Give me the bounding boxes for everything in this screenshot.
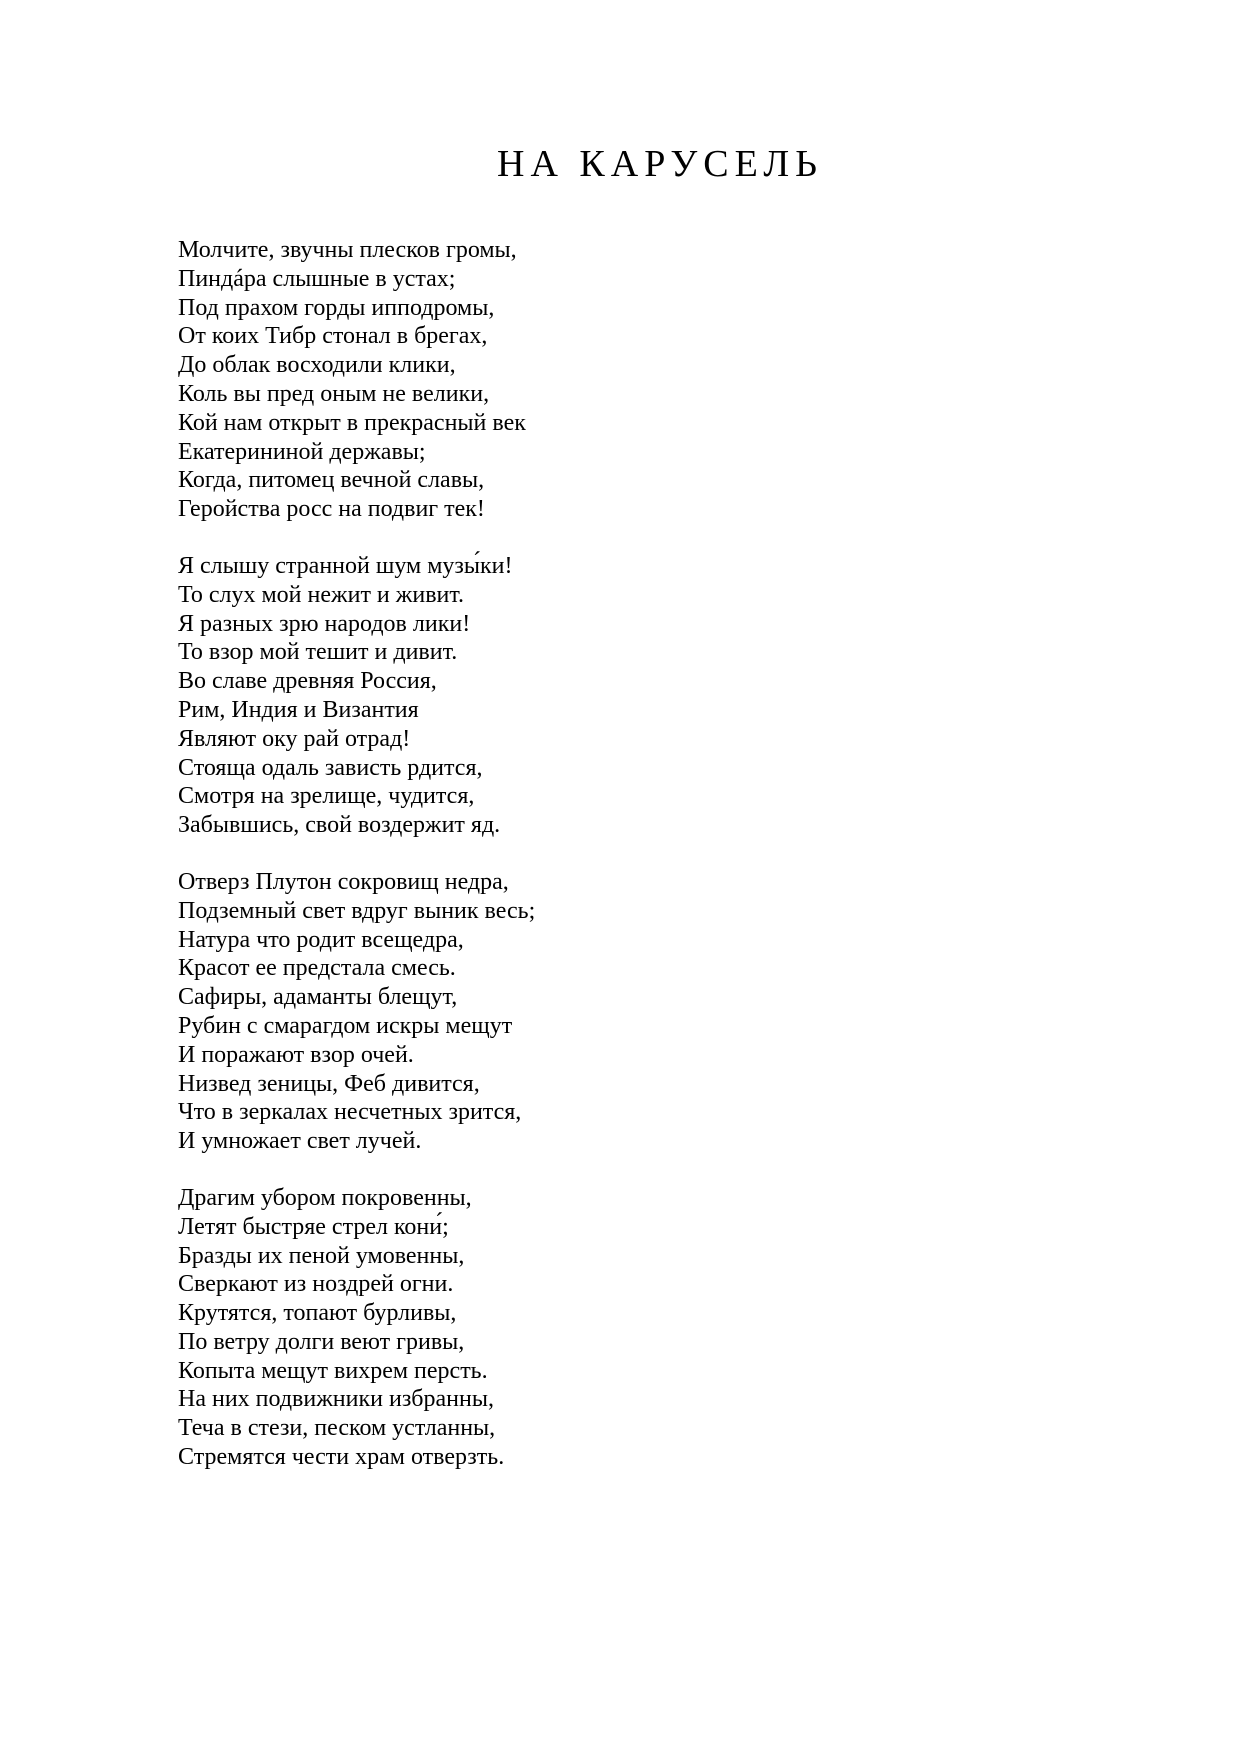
stanza-1 (178, 236, 978, 524)
poem-line: Драгим убором покровенны, (178, 1184, 472, 1211)
poem-line: Стояща одаль зависть рдится, (178, 754, 483, 781)
poem-line: Я слышу странной шум музы́ки! (178, 552, 513, 579)
poem-line: Бразды их пеной умовенны, (178, 1242, 465, 1269)
poem-line: Молчите, звучны плесков громы, (178, 237, 517, 263)
stanza-4 (178, 1184, 978, 1472)
poem-line: То слух мой нежит и живит. (178, 581, 465, 608)
poem-line: Красот ее предстала смесь. (178, 955, 456, 982)
poem-line: Копыта мещут вихрем персть. (178, 1357, 488, 1384)
poem-line: Летят быстряе стрел кони́; (178, 1213, 449, 1240)
poem-line: То взор мой тешит и дивит. (178, 639, 458, 666)
poem-line: До облак восходили клики, (178, 352, 456, 379)
poem-body (178, 236, 978, 1500)
poem-line: Под прахом горды ипподромы, (178, 294, 495, 321)
poem-line: Смотря на зрелище, чудится, (178, 783, 475, 810)
poem-line: Геройства росс на подвиг тек! (178, 496, 485, 523)
poem-line: Сафиры, адаманты блещут, (178, 984, 458, 1011)
poem-line: Являют оку рай отрад! (178, 725, 411, 752)
poem-line: На них подвижники избранны, (178, 1386, 494, 1413)
stanza-3 (178, 868, 978, 1156)
poem-line: Забывшись, свой воздержит яд. (178, 812, 501, 839)
poem-line: Во славе древняя Россия, (178, 668, 437, 695)
poem-line: Я разных зрю народов лики! (178, 610, 471, 637)
poem-line: Кой нам открыт в прекрасный век (178, 409, 526, 436)
poem-line: Рим, Индия и Византия (178, 696, 419, 723)
poem-line: Екатерининой державы; (178, 438, 426, 465)
poem-line: И умножает свет лучей. (178, 1128, 422, 1155)
poem-line: Коль вы пред оным не велики, (178, 380, 490, 407)
poem-title: НА КАРУСЕЛЬ (497, 143, 823, 185)
poem-line: И поражают взор очей. (178, 1041, 414, 1068)
poem-line: Натура что родит всещедра, (178, 926, 464, 953)
poem-line: Теча в стези, песком устланны, (178, 1415, 496, 1442)
poem-line: Подземный свет вдруг выник весь; (178, 897, 536, 924)
poem-line: Рубин с смарагдом искры мещут (178, 1012, 513, 1039)
poem-line: От коих Тибр стонал в брегах, (178, 323, 488, 350)
poem-line: Крутятся, топают бурливы, (178, 1300, 457, 1327)
poem-line: Сверкают из ноздрей огни. (178, 1271, 454, 1298)
stanza-2 (178, 552, 978, 840)
poem-line: По ветру долги веют гривы, (178, 1328, 465, 1355)
poem-line: Низвед зеницы, Феб дивится, (178, 1070, 480, 1097)
poem-line: Пиндáра слышные в устах; (178, 265, 456, 292)
poem-line: Когда, питомец вечной славы, (178, 467, 485, 494)
poem-line: Отверз Плутон сокровищ недра, (178, 868, 509, 895)
poem-line: Что в зеркалах несчетных зрится, (178, 1099, 522, 1126)
poem-line: Стремятся чести храм отверзть. (178, 1444, 505, 1471)
